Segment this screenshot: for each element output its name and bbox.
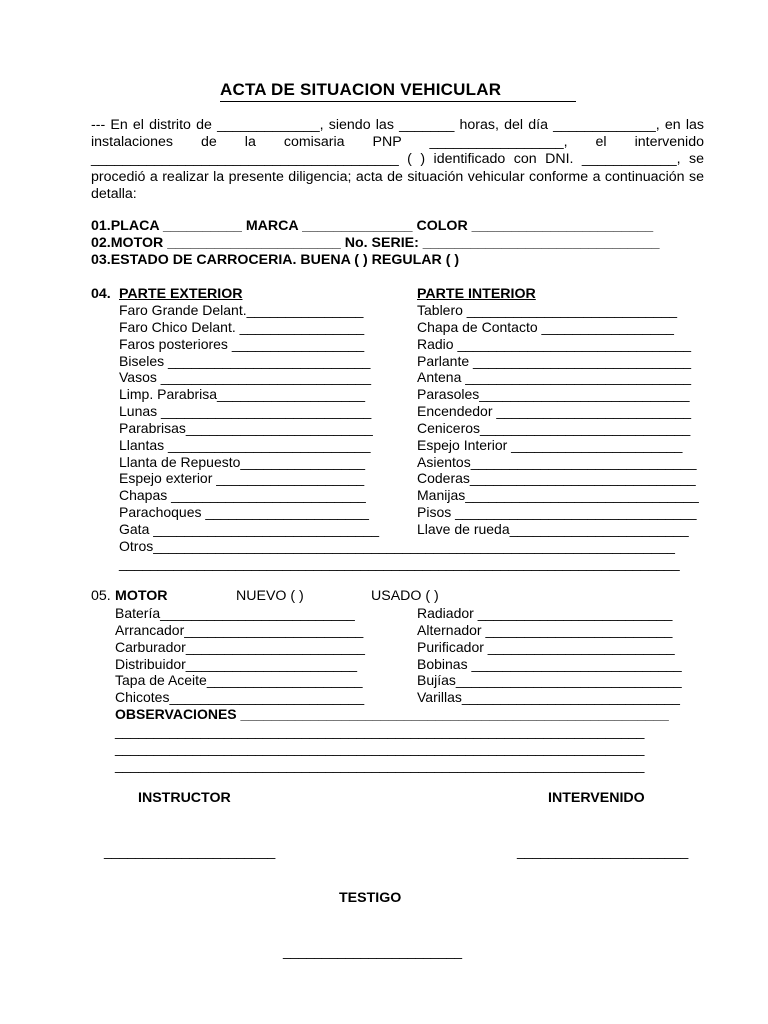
instructor-label: INSTRUCTOR bbox=[138, 790, 231, 806]
observaciones-line: ____________________________________________________________________ bbox=[115, 723, 645, 739]
list-item: Batería_________________________ bbox=[115, 605, 355, 621]
list-item: Purificador ________________________ bbox=[417, 638, 675, 655]
otros-line: Otros___________________________________________________________________ bbox=[119, 538, 675, 554]
list-item: Tapa de Aceite____________________ bbox=[115, 672, 363, 689]
list-item: Arrancador_______________________ bbox=[115, 621, 364, 638]
list-item: Radiador _________________________ bbox=[417, 605, 673, 621]
instructor-signature-line: ______________________ bbox=[104, 843, 276, 859]
list-item: Llanta de Repuesto________________ bbox=[119, 453, 366, 470]
testigo-label: TESTIGO bbox=[339, 890, 402, 906]
intervenido-signature-line: ______________________ bbox=[517, 843, 689, 859]
list-item: Lunas ___________________________ bbox=[119, 403, 372, 420]
exterior-list bbox=[119, 302, 379, 538]
section5-number: 05. bbox=[91, 588, 111, 604]
list-item: Parabrisas________________________ bbox=[119, 419, 373, 436]
list-item: Coderas_____________________________ bbox=[417, 470, 696, 487]
list-item: Llave de rueda_______________________ bbox=[417, 520, 689, 537]
list-item: Alternador ________________________ bbox=[417, 621, 673, 638]
list-item: Pisos _______________________________ bbox=[417, 504, 697, 521]
list-item: Espejo Interior ______________________ bbox=[417, 436, 683, 453]
list-item: Faros posteriores _________________ bbox=[119, 335, 365, 352]
list-item: Antena _____________________________ bbox=[417, 369, 692, 386]
section5-label: MOTOR bbox=[115, 588, 168, 604]
list-item: Limp. Parabrisa___________________ bbox=[119, 386, 365, 403]
list-item: Parasoles___________________________ bbox=[417, 386, 690, 403]
list-item: Carburador_______________________ bbox=[115, 638, 365, 655]
list-item: Asientos_____________________________ bbox=[417, 453, 697, 470]
list-item: Bujías_____________________________ bbox=[417, 672, 682, 689]
observaciones-label: OBSERVACIONES _______________________________________________________ bbox=[115, 706, 669, 722]
list-item: Biseles __________________________ bbox=[119, 352, 371, 369]
intro-paragraph bbox=[91, 117, 704, 203]
list-item: Chicotes_________________________ bbox=[115, 689, 365, 706]
intro-text: --- En el distrito de _____________, siendo las _______ horas, del día _____________, en las instalaciones de la comisaria PNP _________________, el intervenido _______________________________________ ( ) identificado con DNI. ____________, se procedió a realizar la presente diligencia; acta de situación vehicular conforme a continuación se detalla: bbox=[91, 117, 704, 202]
observaciones-line: ____________________________________________________________________ bbox=[115, 757, 645, 773]
motor-left-list bbox=[115, 605, 365, 706]
list-item: Llantas __________________________ bbox=[119, 436, 371, 453]
list-item: Parachoques _____________________ bbox=[119, 504, 369, 521]
item-motor: 02.MOTOR ______________________ No. SERIE: ______________________________ bbox=[91, 235, 660, 251]
list-item: Faro Grande Delant._______________ bbox=[119, 302, 364, 318]
intervenido-label: INTERVENIDO bbox=[548, 790, 645, 806]
list-item: Bobinas ___________________________ bbox=[417, 655, 682, 672]
list-item: Faro Chico Delant. ________________ bbox=[119, 318, 365, 335]
motor-usado: USADO ( ) bbox=[371, 588, 439, 604]
list-item: Chapas _________________________ bbox=[119, 487, 366, 504]
testigo-signature-line: _______________________ bbox=[283, 943, 463, 959]
list-item: Vasos ___________________________ bbox=[119, 369, 371, 386]
section4-number: 04. bbox=[91, 286, 111, 302]
list-item: Distribuidor______________________ bbox=[115, 655, 358, 672]
interior-list bbox=[417, 302, 699, 538]
interior-header: PARTE INTERIOR bbox=[417, 286, 536, 302]
exterior-header: PARTE EXTERIOR bbox=[119, 286, 243, 302]
list-item: Radio ______________________________ bbox=[417, 335, 692, 352]
document-title: ACTA DE SITUACION VEHICULAR bbox=[220, 80, 576, 102]
otros-line-2: ________________________________________________________________________ bbox=[119, 555, 680, 571]
item-carroceria: 03.ESTADO DE CARROCERIA. BUENA ( ) REGULAR ( ) bbox=[91, 252, 460, 268]
list-item: Tablero ___________________________ bbox=[417, 302, 678, 318]
observaciones-line: ____________________________________________________________________ bbox=[115, 740, 645, 756]
list-item: Manijas______________________________ bbox=[417, 487, 699, 504]
list-item: Chapa de Contacto _________________ bbox=[417, 318, 674, 335]
list-item: Encendedor _________________________ bbox=[417, 403, 692, 420]
motor-nuevo: NUEVO ( ) bbox=[236, 588, 304, 604]
list-item: Varillas____________________________ bbox=[417, 689, 680, 706]
list-item: Espejo exterior ___________________ bbox=[119, 470, 365, 487]
item-placa: 01.PLACA __________ MARCA ______________ COLOR _______________________ bbox=[91, 218, 654, 234]
list-item: Ceniceros___________________________ bbox=[417, 419, 691, 436]
list-item: Gata _____________________________ bbox=[119, 520, 380, 537]
list-item: Parlante ____________________________ bbox=[417, 352, 692, 369]
motor-right-list bbox=[417, 605, 682, 706]
